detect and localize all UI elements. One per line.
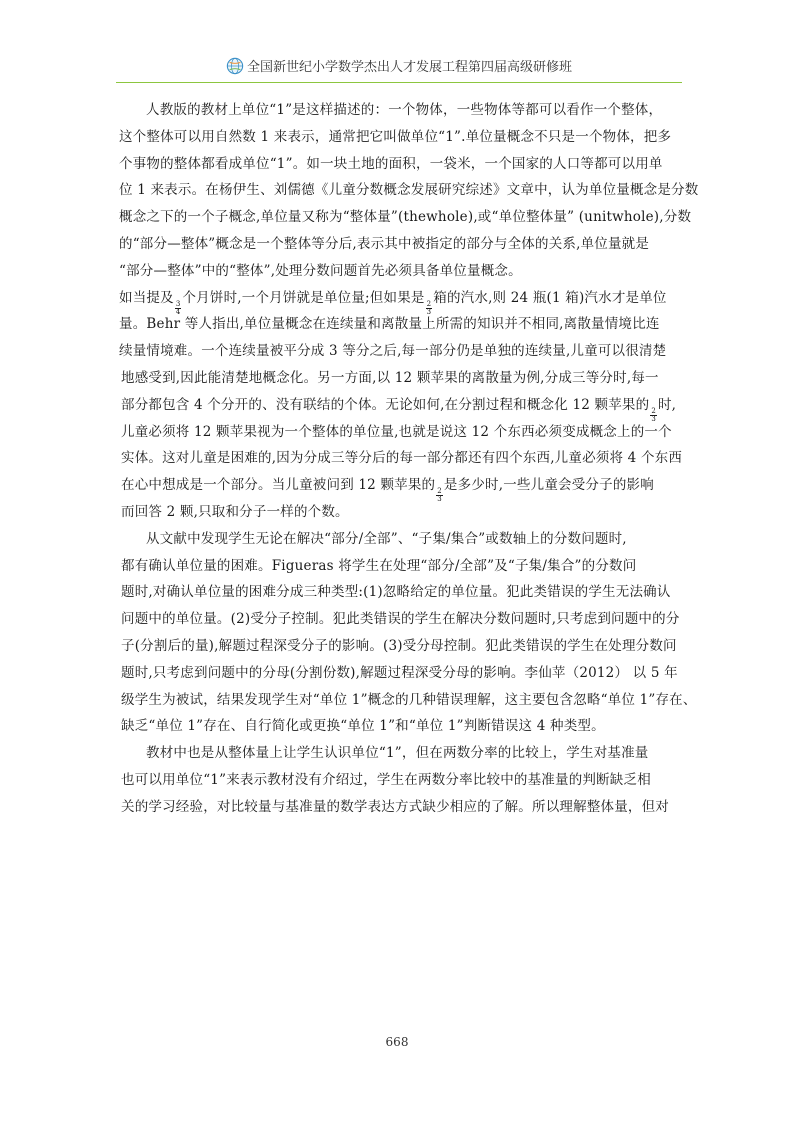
text-line bbox=[119, 499, 689, 526]
fraction-denominator: 3 bbox=[426, 307, 432, 316]
text-segment: 位 1 来表示。在杨伊生、刘儒德《儿童分数概念发展研究综述》文章中，认为单位量概念是分数 bbox=[119, 182, 699, 199]
text-segment: 箱的汽水,则 24 瓶(1 箱)汽水才是单位 bbox=[433, 289, 667, 306]
text-segment: 题时,对确认单位量的困难分成三种类型:(1)忽略给定的单位量。犯此类错误的学生无法确认 bbox=[121, 584, 671, 601]
text-segment: 教材中也是从整体量上让学生认识单位“1”，但在两数分率的比较上，学生对基准量 bbox=[146, 745, 649, 762]
text-line bbox=[119, 419, 689, 446]
text-line bbox=[119, 660, 689, 687]
fraction bbox=[436, 488, 443, 503]
text-segment: 是多少时,一些儿童会受分子的影响 bbox=[443, 477, 654, 494]
text-segment: 地感受到,因此能清楚地概念化。另一方面,以 12 颗苹果的离散量为例,分成三等分时,每一 bbox=[121, 369, 659, 386]
text-segment: 子(分割后的量),解题过程深受分子的影响。(3)受分母控制。犯此类错误的学生在处理分数问 bbox=[121, 637, 677, 654]
text-line bbox=[119, 633, 689, 660]
text-segment: 续量情境难。一个连续量被平分成 3 等分之后,每一部分仍是单独的连续量,儿童可以很清楚 bbox=[119, 343, 667, 360]
text-segment: 关的学习经验，对比较量与基准量的数学表达方式缺少相应的了解。所以理解整体量，但对 bbox=[121, 798, 669, 815]
text-line bbox=[119, 97, 689, 124]
text-line bbox=[119, 526, 689, 553]
text-segment: 这个整体可以用自然数 1 来表示，通常把它叫做单位“1”.单位量概念不只是一个物体，把多 bbox=[119, 128, 672, 145]
text-line bbox=[119, 553, 689, 580]
text-line bbox=[119, 579, 689, 606]
header-title: 全国新世纪小学数学杰出人才发展工程第四届高级研修班 bbox=[246, 60, 572, 75]
text-segment: 的“部分—整体”概念是一个整体等分后,表示其中被指定的部分与全体的关系,单位量就是 bbox=[119, 235, 650, 252]
fraction-numerator: 2 bbox=[651, 406, 656, 415]
text-line bbox=[119, 177, 699, 204]
text-line bbox=[119, 445, 689, 472]
body-text bbox=[119, 97, 699, 821]
text-segment: 级学生为被试，结果发现学生对“单位 1”概念的几种错误理解，这主要包含忽略“单位 1”存在、 bbox=[121, 691, 697, 708]
text-segment: 缺乏“单位 1”存在、自行简化或更换“单位 1”和“单位 1”判断错误这 4 种类型。 bbox=[121, 718, 605, 735]
fraction-numerator: 3 bbox=[175, 299, 181, 308]
text-line bbox=[119, 285, 689, 316]
fraction-denominator: 4 bbox=[175, 307, 181, 316]
text-line bbox=[119, 231, 689, 258]
fraction-numerator: 2 bbox=[437, 487, 442, 496]
text-line bbox=[119, 338, 689, 365]
text-line bbox=[119, 204, 692, 231]
text-line bbox=[119, 767, 689, 794]
text-line bbox=[119, 713, 689, 740]
text-segment: 在心中想成是一个部分。当儿童被问到 12 颗苹果的 bbox=[121, 477, 436, 494]
text-segment: 都有确认单位量的困难。Figueras 将学生在处理“部分/全部”及“子集/集合”的分数问 bbox=[121, 557, 637, 574]
text-segment: 儿童必须将 12 颗苹果视为一个整体的单位量,也就是说这 12 个东西必须变成概念上的一个 bbox=[121, 423, 672, 440]
globe-logo-icon bbox=[226, 57, 244, 75]
fraction-denominator: 3 bbox=[437, 495, 442, 504]
text-segment: “部分—整体”中的“整体”,处理分数问题首先必须具备单位量概念。 bbox=[119, 262, 522, 279]
text-line bbox=[119, 472, 689, 504]
text-segment: 实体。这对儿童是困难的,因为分成三等分后的每一部分都还有四个东西,儿童必须将 4 个东西 bbox=[121, 450, 683, 467]
text-line bbox=[119, 258, 689, 285]
text-segment: 部分都包含 4 个分开的、没有联结的个体。无论如何,在分割过程和概念化 12 颗苹果的 bbox=[121, 396, 650, 413]
text-segment: 如当提及 bbox=[119, 289, 174, 306]
fraction-numerator: 2 bbox=[426, 299, 432, 308]
text-line bbox=[119, 124, 689, 151]
text-segment: 时, bbox=[657, 396, 677, 413]
text-segment: 个月饼时,一个月饼就是单位量;但如果是 bbox=[182, 289, 425, 306]
text-segment: 题时,只考虑到问题中的分母(分割份数),解题过程深受分母的影响。李仙苹（2012） 以 5 年 bbox=[121, 664, 678, 681]
header-rule bbox=[116, 82, 682, 83]
text-segment: 问题中的单位量。(2)受分子控制。犯此类错误的学生在解决分数问题时,只考虑到问题中的分 bbox=[121, 611, 680, 628]
text-segment: 从文献中发现学生无论在解决“部分/全部”、“子集/集合”或数轴上的分数问题时, bbox=[146, 530, 627, 547]
text-line bbox=[119, 740, 689, 767]
page-number: 668 bbox=[385, 1035, 409, 1049]
running-header bbox=[116, 56, 682, 75]
text-segment: 人教版的教材上单位“1”是这样描述的：一个物体，一些物体等都可以看作一个整体， bbox=[146, 102, 663, 118]
text-segment: 而回答 2 颗,只取和分子一样的个数。 bbox=[121, 503, 349, 520]
text-segment: 个事物的整体都看成单位“1”。如一块土地的面积，一袋米，一个国家的人口等都可以用单 bbox=[119, 155, 663, 172]
text-line bbox=[119, 794, 689, 821]
text-segment: 量。Behr 等人指出,单位量概念在连续量和离散量上所需的知识并不相同,离散量情境比连 bbox=[119, 316, 660, 333]
text-line bbox=[119, 687, 697, 714]
text-line bbox=[119, 151, 689, 178]
text-segment: 概念之下的一个子概念,单位量又称为“整体量”(thewhole),或“单位整体量” (unitwhole),分数 bbox=[119, 209, 692, 226]
text-segment: 也可以用单位“1”来表示教材没有介绍过，学生在两数分率比较中的基准量的判断缺乏相 bbox=[121, 771, 651, 788]
text-line bbox=[119, 365, 689, 392]
fraction-denominator: 3 bbox=[651, 414, 656, 423]
text-line bbox=[119, 606, 689, 633]
text-line bbox=[119, 307, 689, 338]
text-line bbox=[119, 392, 689, 423]
